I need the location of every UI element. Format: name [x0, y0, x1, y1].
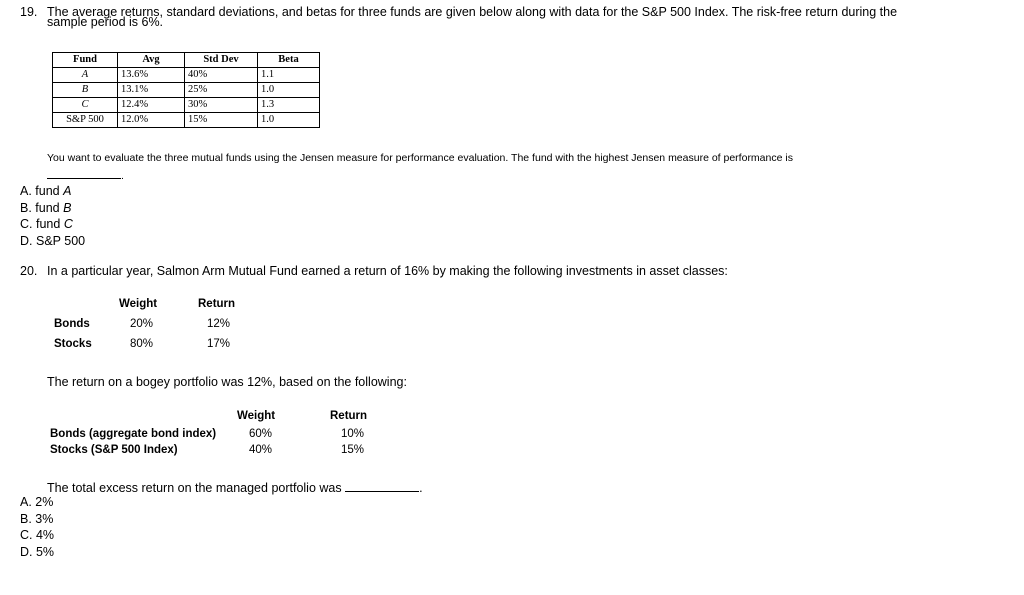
t1-header-return: Return — [198, 298, 236, 310]
option-b[interactable]: B. 3% — [20, 511, 54, 526]
header-avg: Avg — [118, 53, 185, 68]
q20-text: In a particular year, Salmon Arm Mutual Fund earned a return of 16% by making the following investments in asset classes: — [47, 264, 728, 278]
option-a[interactable]: A. fund A — [20, 184, 72, 198]
q19-number: 19. — [20, 5, 38, 19]
t1-header-weight: Weight — [119, 298, 158, 310]
option-d[interactable]: D. 5% — [20, 544, 55, 559]
t1-return-bonds: 12% — [207, 318, 231, 330]
table-row — [53, 113, 320, 128]
q19-text-line2: sample period is 6%. — [47, 15, 164, 29]
header-std-dev: Std Dev — [185, 53, 258, 68]
blank-line — [47, 168, 121, 179]
fund-name: C — [53, 98, 118, 113]
t2-label-bonds: Bonds (aggregate bond index) — [50, 428, 217, 440]
fund-std-dev: 40% — [185, 68, 258, 83]
fund-avg: 13.6% — [118, 68, 185, 83]
q20-options — [20, 494, 54, 560]
option-a[interactable]: A. 2% — [20, 495, 54, 509]
fund-beta: 1.0 — [258, 83, 320, 98]
t1-return-stocks: 17% — [207, 338, 231, 350]
fund-beta: 1.3 — [258, 98, 320, 113]
t1-weight-bonds: 20% — [130, 318, 154, 330]
option-b[interactable]: B. fund B — [20, 200, 72, 215]
fund-beta: 1.0 — [258, 113, 320, 128]
fund-name: S&P 500 — [53, 113, 118, 128]
fund-table — [52, 52, 320, 128]
header-beta: Beta — [258, 53, 320, 68]
fund-avg: 13.1% — [118, 83, 185, 98]
header-fund: Fund — [53, 53, 118, 68]
t2-header-weight: Weight — [237, 410, 276, 422]
t1-weight-stocks: 80% — [130, 338, 154, 350]
option-d[interactable]: D. S&P 500 — [20, 233, 86, 248]
q19-answer-blank — [47, 168, 124, 182]
blank-line — [345, 481, 419, 492]
fund-std-dev: 25% — [185, 83, 258, 98]
t2-return-stocks: 15% — [341, 444, 365, 456]
option-c[interactable]: C. 4% — [20, 528, 55, 542]
t2-return-bonds: 10% — [341, 428, 365, 440]
fund-beta: 1.1 — [258, 68, 320, 83]
t1-label-stocks: Stocks — [54, 338, 92, 350]
t2-weight-stocks: 40% — [249, 444, 273, 456]
option-c[interactable]: C. fund C — [20, 217, 73, 231]
table-row — [53, 68, 320, 83]
fund-table-header — [53, 53, 320, 68]
fund-name: B — [53, 83, 118, 98]
q20-bogey-text: The return on a bogey portfolio was 12%, based on the following: — [47, 375, 407, 389]
q19-text-line1: The average returns, standard deviations, and betas for three funds are given below along with data for the S&P 500 Index. The risk-free return during the — [47, 5, 898, 19]
q20-question: The total excess return on the managed portfolio was . — [47, 481, 423, 495]
q19-options — [20, 183, 85, 249]
fund-avg: 12.4% — [118, 98, 185, 113]
fund-std-dev: 15% — [185, 113, 258, 128]
t2-header-return: Return — [330, 410, 368, 422]
t2-weight-bonds: 60% — [249, 428, 273, 440]
q19-prompt-period: . — [121, 170, 124, 182]
t1-label-bonds: Bonds — [54, 318, 90, 330]
table-row — [53, 98, 320, 113]
table-row — [53, 83, 320, 98]
fund-std-dev: 30% — [185, 98, 258, 113]
fund-avg: 12.0% — [118, 113, 185, 128]
q20-number: 20. — [20, 264, 38, 278]
fund-name: A — [53, 68, 118, 83]
t2-label-stocks: Stocks (S&P 500 Index) — [50, 444, 178, 456]
q19-prompt: You want to evaluate the three mutual funds using the Jensen measure for performance evaluation. The fund with the highest Jensen measure of performance is — [47, 152, 793, 164]
